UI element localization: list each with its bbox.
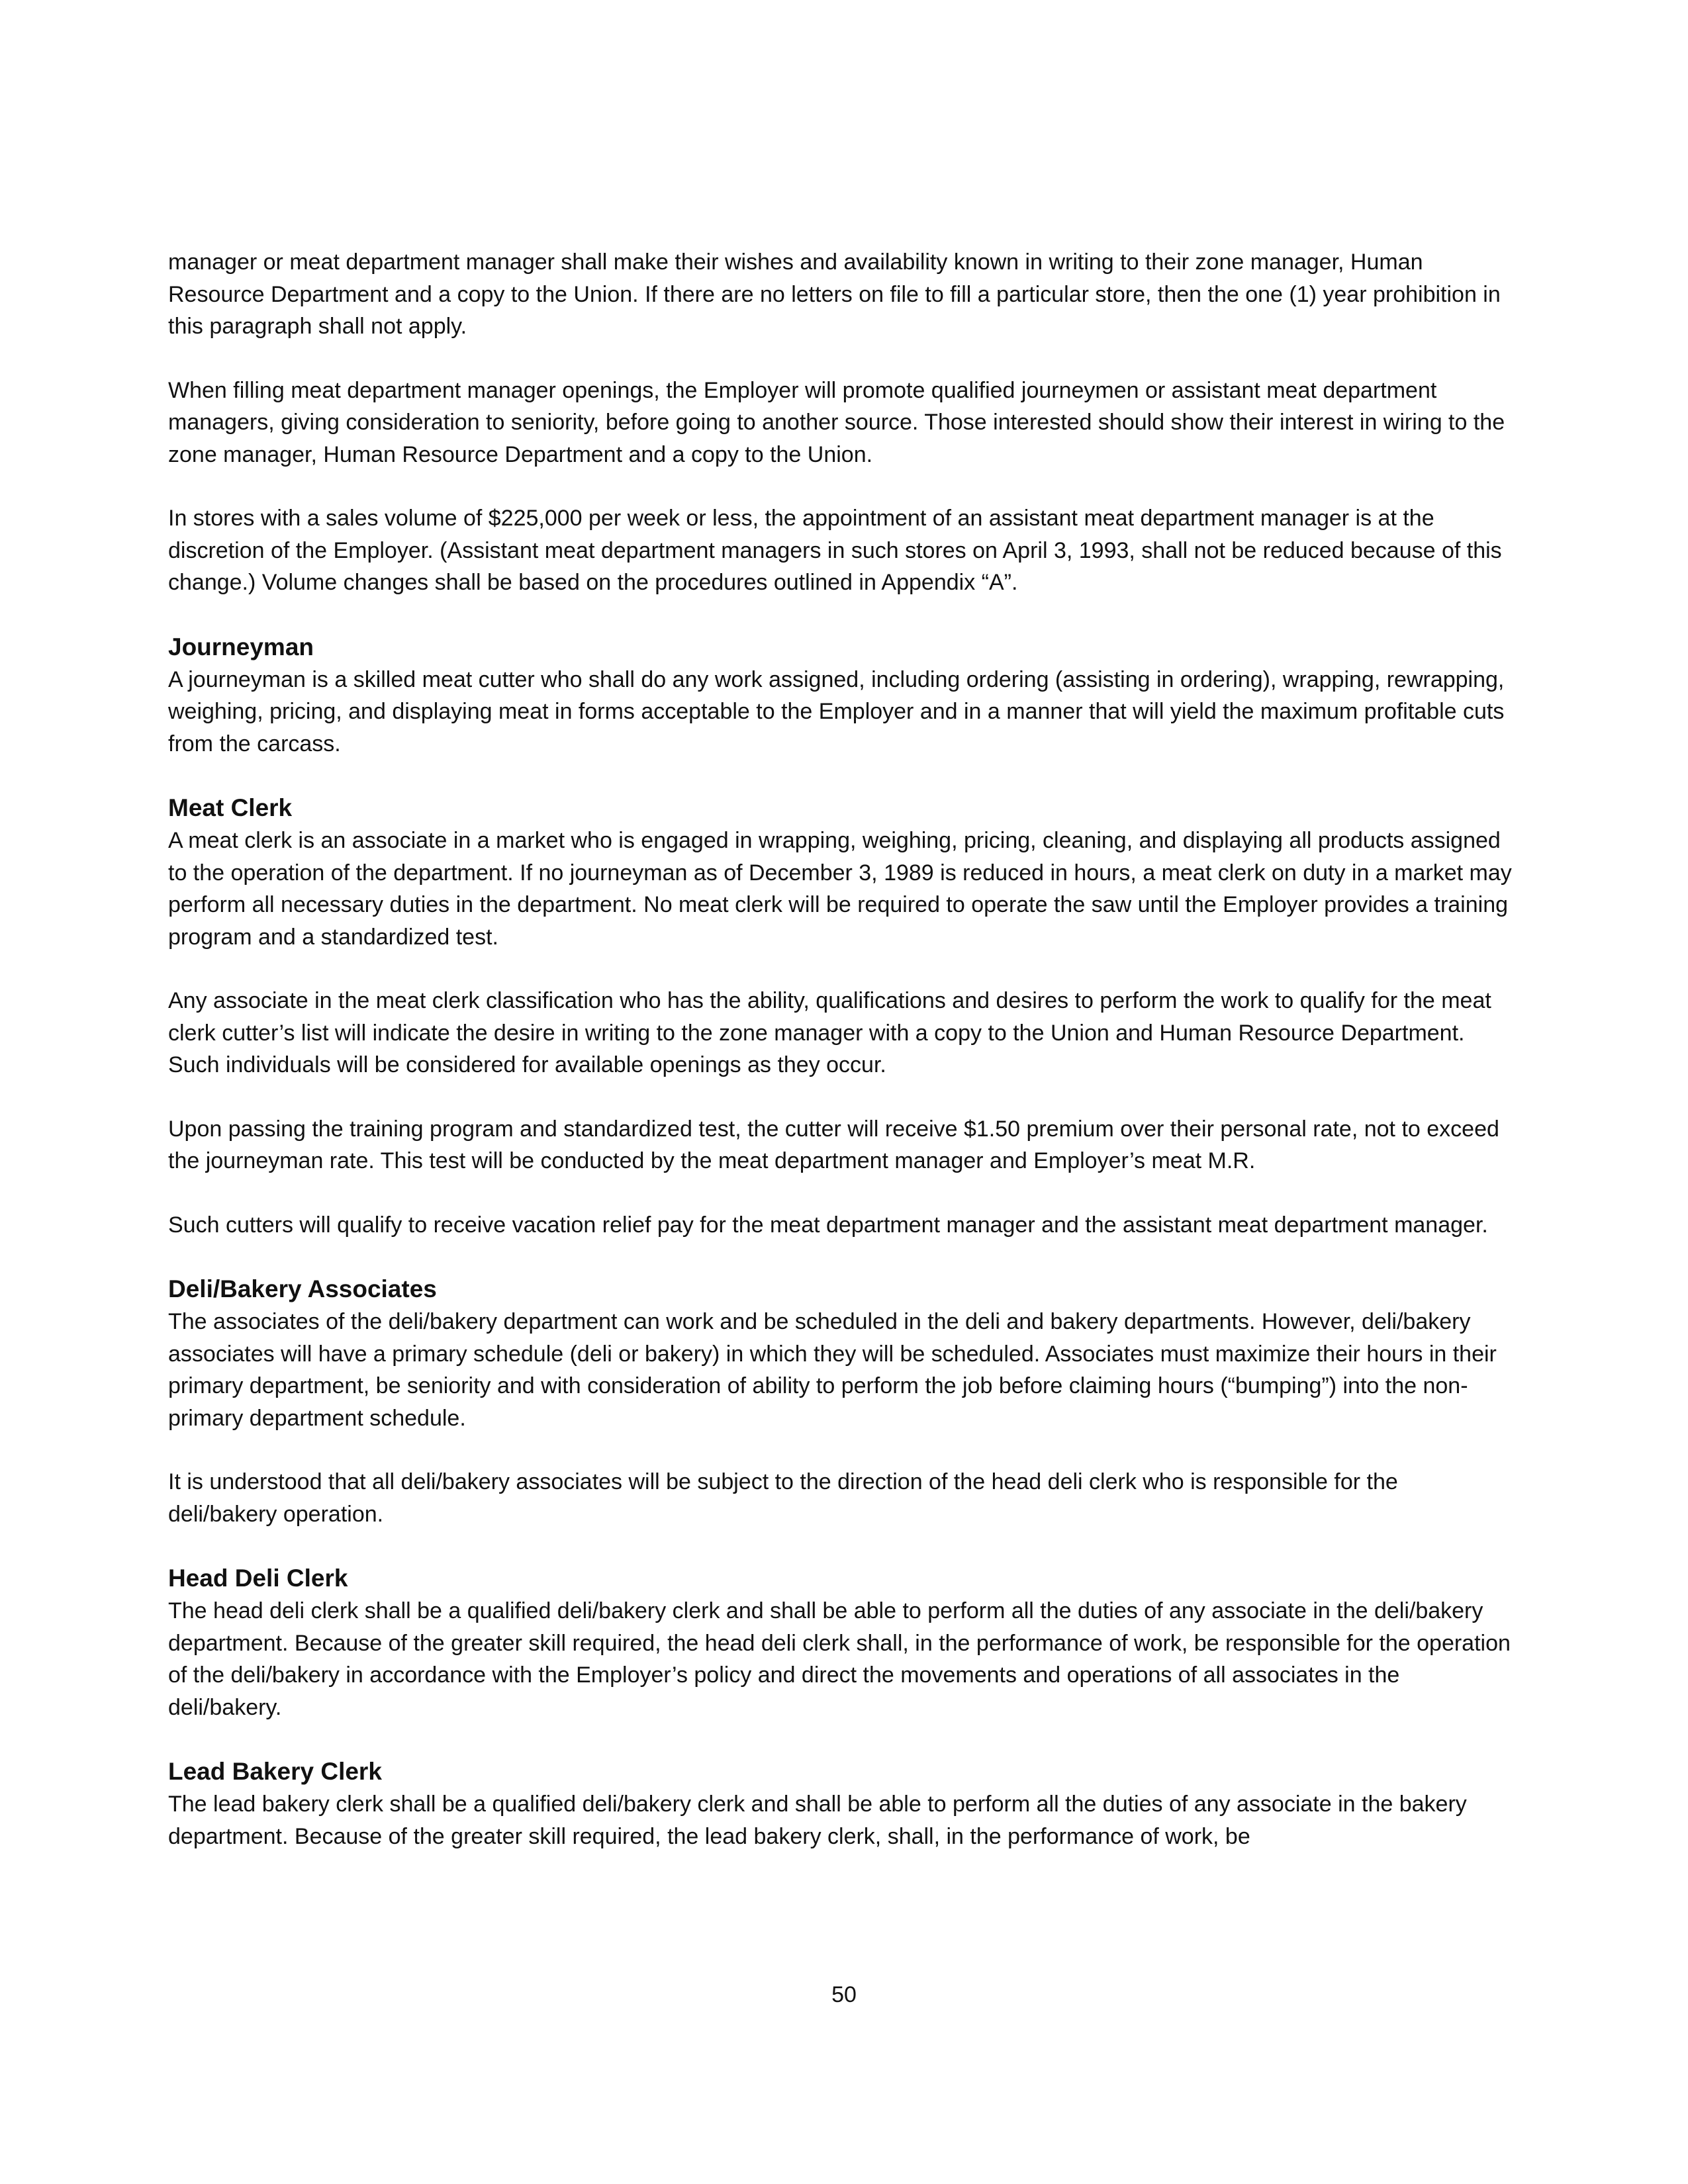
- paragraph-meat-clerk-premium: Upon passing the training program and standardized test, the cutter will receive $1.50 premium over their personal rate, not to exceed the journeyman rate. This test will be conducted by the meat department manager and Employer’s meat M.R.: [168, 1116, 1499, 1173]
- section-deli-bakery: [168, 1273, 1512, 1530]
- paragraph-head-deli-clerk: The head deli clerk shall be a qualified deli/bakery clerk and shall be able to perform all the duties of any associate in the deli/bakery department. Because of the greater skill required, the head deli clerk shall, in the performance of work, be responsible for the operation of the deli/bakery in accordance with the Employer’s policy and direct the movements and operations of all associates in the deli/bakery.: [168, 1598, 1511, 1720]
- heading-meat-clerk: Meat Clerk: [168, 794, 293, 821]
- paragraph-deli-bakery-scheduling: The associates of the deli/bakery department can work and be scheduled in the deli and bakery departments. However, deli/bakery associates will have a primary schedule (deli or bakery) in which they will be scheduled. Associates must maximize their hours in their primary department, be seniority and with consideration of ability to perform the job before claiming hours (“bumping”) into the non-primary department schedule.: [168, 1309, 1497, 1431]
- paragraph-meat-manager-openings: When filling meat department manager openings, the Employer will promote qualified journeymen or assistant meat department managers, giving consideration to seniority, before going to another source. Those interested should show their interest in wiring to the zone manager, Human Resource Department and a copy to the Union.: [168, 377, 1505, 467]
- paragraph-meat-clerk-cutters-list: Any associate in the meat clerk classification who has the ability, qualifications and desires to perform the work to qualify for the meat clerk cutter’s list will indicate the desire in writing to the zone manager with a copy to the Union and Human Resource Department. Such individuals will be considered for available openings as they occur.: [168, 988, 1491, 1077]
- paragraph-sales-volume: In stores with a sales volume of $225,000 per week or less, the appointment of an assistant meat department manager is at the discretion of the Employer. (Assistant meat department managers in such stores on April 3, 1993, shall not be reduced because of this change.) Volume changes shall be based on the procedures outlined in Appendix “A”.: [168, 506, 1502, 595]
- heading-deli-bakery: Deli/Bakery Associates: [168, 1275, 437, 1302]
- section-journeyman: [168, 631, 1512, 760]
- paragraph-manager-wishes: manager or meat department manager shall make their wishes and availability known in writing to their zone manager, Human Resource Department and a copy to the Union. If there are no letters on file to fill a particular store, then the one (1) year prohibition in this paragraph shall not apply.: [168, 250, 1501, 339]
- heading-lead-bakery-clerk: Lead Bakery Clerk: [168, 1758, 382, 1785]
- paragraph-journeyman: A journeyman is a skilled meat cutter who shall do any work assigned, including ordering (assisting in ordering), wrapping, rewrapping, weighing, pricing, and displaying meat in forms acceptable to the Employer and in a manner that will yield the maximum profitable cuts from the carcass.: [168, 666, 1505, 756]
- heading-head-deli-clerk: Head Deli Clerk: [168, 1565, 348, 1592]
- section-head-deli-clerk: [168, 1562, 1512, 1723]
- paragraph-meat-clerk-vacation-relief: Such cutters will qualify to receive vacation relief pay for the meat department manager and the assistant meat department manager.: [168, 1212, 1488, 1238]
- paragraph-lead-bakery-clerk: The lead bakery clerk shall be a qualified deli/bakery clerk and shall be able to perform all the duties of any associate in the bakery department. Because of the greater skill required, the lead bakery clerk, shall, in the performance of work, be: [168, 1792, 1467, 1849]
- page-number: 50: [831, 1982, 857, 2007]
- paragraph-deli-bakery-direction: It is understood that all deli/bakery associates will be subject to the direction of the head deli clerk who is responsible for the deli/bakery operation.: [168, 1469, 1398, 1527]
- document-page: [168, 246, 1512, 1884]
- paragraph-meat-clerk-definition: A meat clerk is an associate in a market who is engaged in wrapping, weighing, pricing, cleaning, and displaying all products assigned to the operation of the department. If no journeyman as of December 3, 1989 is reduced in hours, a meat clerk on duty in a market may perform all necessary duties in the department. No meat clerk will be required to operate the saw until the Employer provides a training program and a standardized test.: [168, 828, 1512, 950]
- section-meat-clerk: [168, 792, 1512, 1241]
- section-lead-bakery-clerk: [168, 1755, 1512, 1852]
- heading-journeyman: Journeyman: [168, 633, 314, 660]
